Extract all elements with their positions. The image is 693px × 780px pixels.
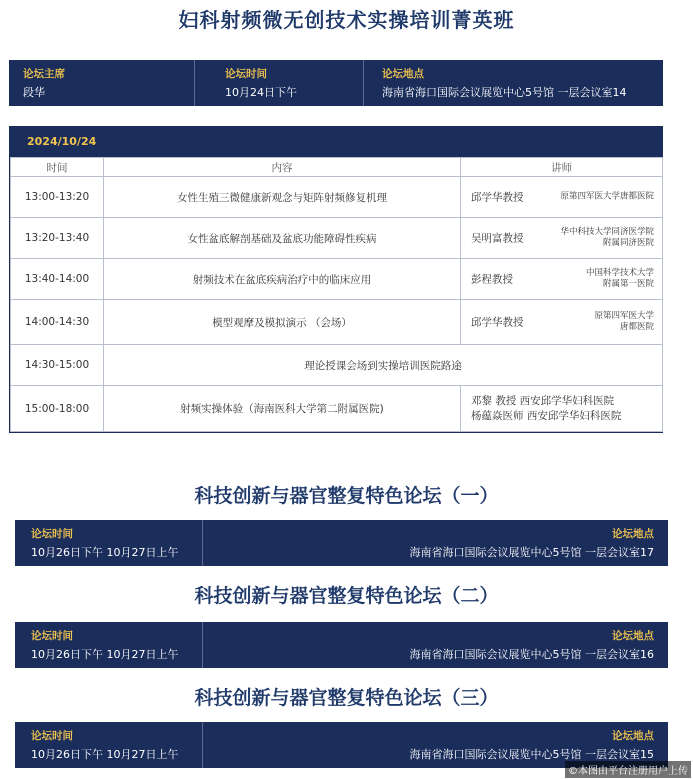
speaker-name: 邱学华教授 (471, 191, 524, 204)
forum-place-label: 论坛地点 (612, 528, 654, 540)
speaker-name: 邱学华教授 (471, 316, 524, 329)
time-cell (195, 60, 363, 106)
forum-bar (15, 622, 668, 668)
institution-line: 附属第一医院 (602, 279, 654, 289)
forum-bar (15, 520, 668, 566)
host-cell (9, 60, 194, 106)
forum-title: 科技创新与器官整复特色论坛（二） (194, 585, 499, 607)
row-content: 射频实操体验（海南医科大学第二附属医院) (104, 386, 461, 432)
institution-line: 中国科学技术大学 (585, 268, 654, 278)
speaker-institution (586, 268, 654, 290)
forum-time-label: 论坛时间 (31, 730, 73, 742)
speaker-line: 杨蕴焱医师 西安邱学华妇科医院 (471, 409, 622, 422)
schedule-header (10, 127, 662, 157)
row-content: 理论授课会场到实操培训医院路途 (104, 345, 663, 386)
institution-line: 附属同济医院 (602, 238, 654, 248)
forum-title: 科技创新与器官整复特色论坛（一） (194, 485, 499, 507)
row-speaker (461, 386, 663, 432)
table-row (11, 218, 663, 259)
table-row (11, 259, 663, 300)
place-cell (364, 60, 663, 106)
schedule-table (9, 126, 663, 433)
table-row (11, 300, 663, 345)
row-time: 13:20-13:40 (11, 218, 104, 259)
row-speaker (461, 177, 663, 218)
place-value: 海南省海口国际会议展览中心5号馆 一层会议室14 (382, 86, 627, 99)
row-content: 射频技术在盆底疾病治疗中的临床应用 (104, 259, 461, 300)
row-content: 女性盆底解剖基础及盆底功能障碍性疾病 (104, 218, 461, 259)
header-speaker: 讲师 (461, 158, 663, 177)
table-header-row (11, 158, 663, 177)
header-time: 时间 (11, 158, 104, 177)
speaker-name: 吴明富教授 (471, 232, 524, 245)
forum-time-label: 论坛时间 (31, 528, 73, 540)
forum-time-label: 论坛时间 (31, 630, 73, 642)
row-content: 模型观摩及模拟演示 （会场） (104, 300, 461, 345)
institution-line: 原第四军医大学 (594, 311, 654, 321)
header-content: 内容 (104, 158, 461, 177)
forum-place-value: 海南省海口国际会议展览中心5号馆 一层会议室16 (409, 648, 654, 661)
time-label: 论坛时间 (225, 68, 267, 80)
institution-line: 原第四军医大学唐都医院 (560, 191, 654, 202)
row-speaker (461, 300, 663, 345)
table-row (11, 345, 663, 386)
info-bar (9, 60, 663, 106)
divider (202, 622, 203, 668)
row-time: 15:00-18:00 (11, 386, 104, 432)
institution-line: 唐都医院 (619, 322, 654, 332)
time-value: 10月24日下午 (225, 86, 297, 99)
speaker-institution (560, 227, 654, 249)
forum-time-value: 10月26日下午 10月27日上午 (31, 748, 179, 761)
row-speaker (461, 259, 663, 300)
host-value: 段华 (23, 86, 45, 99)
row-time: 13:00-13:20 (11, 177, 104, 218)
speaker-institution (594, 311, 654, 333)
divider (202, 722, 203, 768)
table-row (11, 177, 663, 218)
row-time: 14:30-15:00 (11, 345, 104, 386)
forum-place-value: 海南省海口国际会议展览中心5号馆 一层会议室17 (409, 546, 654, 559)
forum-place-label: 论坛地点 (612, 730, 654, 742)
place-label: 论坛地点 (382, 68, 424, 80)
forum-time-value: 10月26日下午 10月27日上午 (31, 546, 179, 559)
table-row (11, 386, 663, 432)
forum-place-label: 论坛地点 (612, 630, 654, 642)
page-title: 妇科射频微无创技术实操培训菁英班 (178, 8, 515, 32)
speaker-name: 彭程教授 (471, 273, 513, 286)
host-label: 论坛主席 (23, 68, 65, 80)
schedule-date: 2024/10/24 (27, 135, 97, 148)
speaker-line: 邓黎 教授 西安邱学华妇科医院 (471, 394, 615, 407)
watermark: ©本图由平台注册用户上传 (565, 761, 691, 778)
row-time: 14:00-14:30 (11, 300, 104, 345)
row-time: 13:40-14:00 (11, 259, 104, 300)
divider (202, 520, 203, 566)
forum-title: 科技创新与器官整复特色论坛（三） (194, 687, 499, 709)
row-speaker (461, 218, 663, 259)
institution-line: 华中科技大学同济医学院 (560, 227, 654, 237)
row-content: 女性生殖三微健康新观念与矩阵射频修复机理 (104, 177, 461, 218)
speaker-institution (560, 192, 654, 203)
schedule-grid (10, 157, 663, 432)
forum-place-value: 海南省海口国际会议展览中心5号馆 一层会议室15 (409, 748, 654, 761)
forum-time-value: 10月26日下午 10月27日上午 (31, 648, 179, 661)
